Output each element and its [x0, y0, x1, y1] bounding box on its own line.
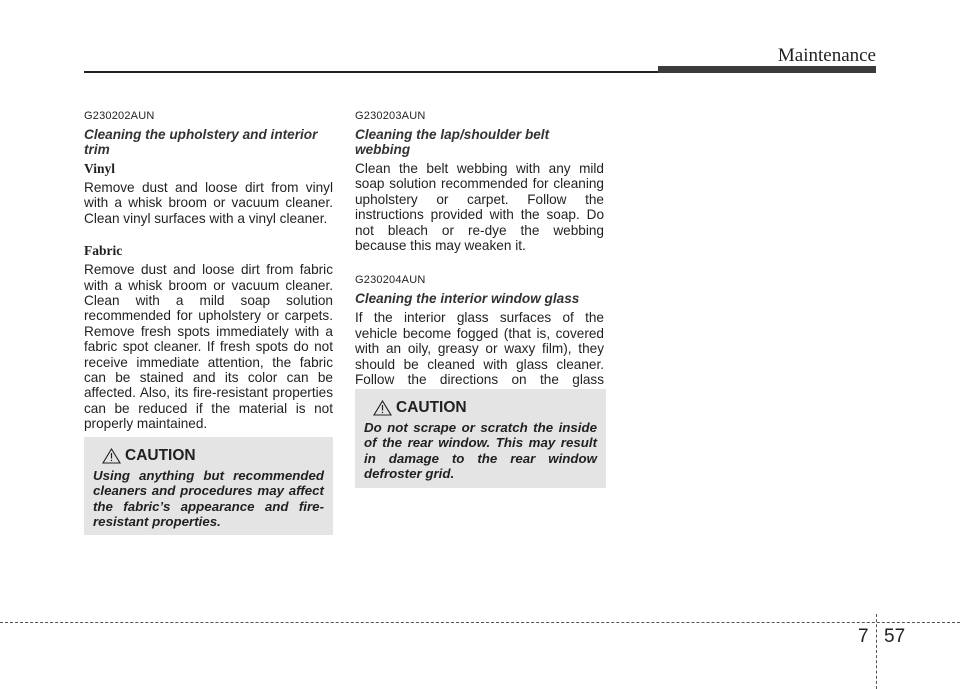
caution-header: [373, 399, 597, 417]
chapter-number: 7: [858, 626, 869, 647]
caution-header: [102, 447, 324, 465]
footer-rule: [0, 622, 960, 623]
fabric-heading: Fabric: [84, 243, 123, 259]
fabric-text: Remove dust and loose dirt from fabric with a whisk broom or vacuum cleaner. Clean with a mild soap solution recommended for upholstery or carpets. Remove fresh spots immediately with a fabric spot cleaner. If fresh spots do not receive immediate attention, the fabric can be stained and its color can be affected. Also, its fire-resistant properties can be reduced if the material is not properly maintained.: [84, 262, 333, 432]
vinyl-text: Remove dust and loose dirt from vinyl with a whisk broom or vacuum cleaner. Clean vinyl surfaces with a vinyl cleaner.: [84, 180, 333, 226]
left-column: [84, 110, 333, 432]
caution-box: [84, 437, 333, 535]
caution-text: Do not scrape or scratch the inside of the rear window. This may result in damage to the rear window defroster grid.: [364, 420, 597, 482]
header-title: Maintenance: [777, 45, 876, 66]
vinyl-heading: Vinyl: [84, 161, 116, 176]
header-rule-accent: [658, 66, 876, 73]
section-title: Cleaning the interior window glass: [355, 291, 580, 307]
page-number: 57: [884, 626, 906, 647]
section-code: G230202AUN: [84, 110, 155, 122]
section-title: Cleaning the lap/shoulder belt webbing: [355, 127, 550, 157]
section-title: Cleaning the upholstery and interior trim: [84, 127, 318, 157]
caution-label: CAUTION: [125, 447, 196, 464]
caution-box: [355, 389, 606, 488]
glass-text: If the interior glass surfaces of the vehicle become fogged (that is, covered with an oily, greasy or waxy film), they should be cleaned with glass cleaner. Follow the directions on the glass: [355, 310, 604, 388]
middle-column: [355, 110, 604, 403]
footer-divider: [876, 614, 877, 689]
belt-text: Clean the belt webbing with any mild soap solution recommended for cleaning upholstery or carpet. Follow the instructions provided with the soap. Do not bleach or re-dye the webbing because this may weaken it.: [355, 161, 604, 254]
warning-triangle-icon: [373, 400, 392, 416]
header-rule: [84, 71, 660, 73]
warning-triangle-icon: [102, 448, 121, 464]
section-code: G230203AUN: [355, 110, 426, 122]
section-code: G230204AUN: [355, 274, 426, 287]
caution-text: Using anything but recommended cleaners and procedures may affect the fabric’s appearance and fire-resistant properties.: [93, 468, 324, 530]
caution-label: CAUTION: [396, 399, 467, 416]
